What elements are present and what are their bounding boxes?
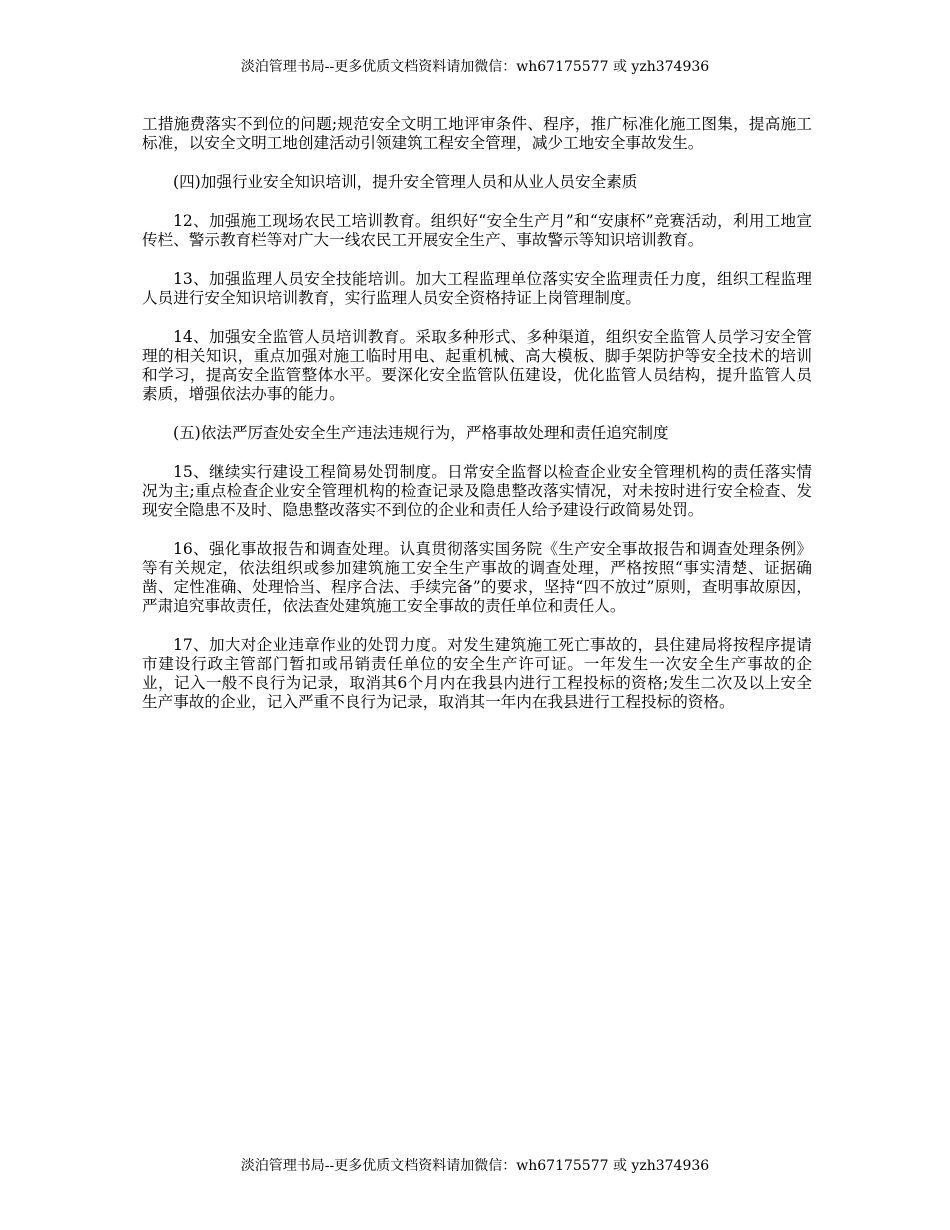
document-body bbox=[142, 115, 812, 732]
paragraph-item-12: 12、加强施工现场农民工培训教育。组织好“安全生产月”和“安康杯”竞赛活动，利用工地宣传栏、警示教育栏等对广大一线农民工开展安全生产、事故警示等知识培训教育。 bbox=[142, 212, 812, 249]
paragraph-item-15: 15、继续实行建设工程简易处罚制度。日常安全监督以检查企业安全管理机构的责任落实情况为主;重点检查企业安全管理机构的检查记录及隐患整改落实情况，对未按时进行安全检查、发现安全隐患不及时、隐患整改落实不到位的企业和责任人给予建设行政简易处罚。 bbox=[142, 463, 812, 519]
paragraph-item-14: 14、加强安全监管人员培训教育。采取多种形式、多种渠道，组织安全监管人员学习安全管理的相关知识，重点加强对施工临时用电、起重机械、高大模板、脚手架防护等安全技术的培训和学习，提高安全监管整体水平。要深化安全监管队伍建设，优化监管人员结构，提升监管人员素质，增强依法办事的能力。 bbox=[142, 328, 812, 403]
page-footer: 淡泊管理书局--更多优质文档资料请加微信：wh67175577 或 yzh374936 bbox=[240, 1158, 710, 1174]
paragraph-item-17: 17、加大对企业违章作业的处罚力度。对发生建筑施工死亡事故的，县住建局将按程序提请市建设行政主管部门暂扣或吊销责任单位的安全生产许可证。一年发生一次安全生产事故的企业，记入一般不良行为记录，取消其6个月内在我县内进行工程投标的资格;发生二次及以上安全生产事故的企业，记入严重不良行为记录，取消其一年内在我县进行工程投标的资格。 bbox=[142, 636, 812, 711]
page-header: 淡泊管理书局--更多优质文档资料请加微信：wh67175577 或 yzh374936 bbox=[240, 59, 710, 75]
paragraph-item-16: 16、强化事故报告和调查处理。认真贯彻落实国务院《生产安全事故报告和调查处理条例》等有关规定，依法组织或参加建筑施工安全生产事故的调查处理，严格按照“事实清楚、证据确凿、定性准确、处理恰当、程序合法、手续完备”的要求，坚持“四不放过”原则，查明事故原因，严肃追究事故责任，依法查处建筑施工安全事故的责任单位和责任人。 bbox=[142, 540, 812, 615]
section-heading-4: (四)加强行业安全知识培训，提升安全管理人员和从业人员安全素质 bbox=[173, 173, 638, 191]
paragraph-item-13: 13、加强监理人员安全技能培训。加大工程监理单位落实安全监理责任力度，组织工程监理人员进行安全知识培训教育，实行监理人员安全资格持证上岗管理制度。 bbox=[142, 270, 812, 307]
section-heading-5: (五)依法严厉查处安全生产违法违规行为，严格事故处理和责任追究制度 bbox=[173, 424, 669, 442]
paragraph-continuation: 工措施费落实不到位的问题;规范安全文明工地评审条件、程序，推广标准化施工图集，提高施工标准，以安全文明工地创建活动引领建筑工程安全管理，减少工地安全事故发生。 bbox=[142, 115, 812, 152]
